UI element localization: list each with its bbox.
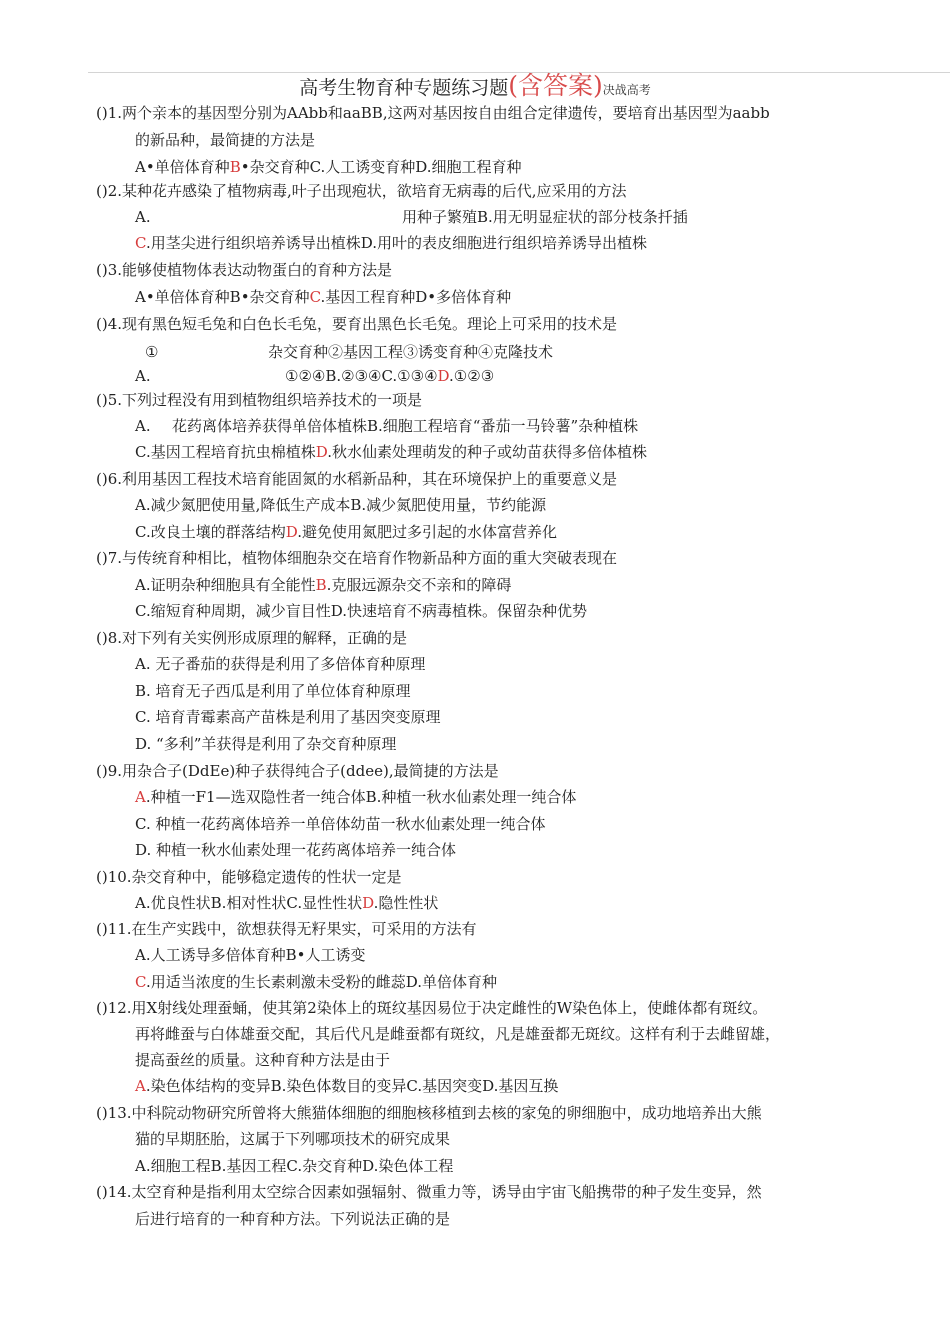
opt-text: .隐性性状 <box>373 894 439 912</box>
opt-text: A.证明杂种细胞具有全能性 <box>135 576 316 594</box>
opt-text: .避免使用氮肥过多引起的水体富营养化 <box>297 523 557 541</box>
question-4-items: 杂交育种②基因工程③诱变育种④克隆技术 <box>268 343 554 361</box>
question-13-options: A.细胞工程B.基因工程C.杂交育种D.染色体工程 <box>135 1157 454 1175</box>
question-6-option-a: A.减少氮肥使用量,降低生产成本B.减少氮肥使用量，节约能源 <box>135 496 547 514</box>
opt-text: A•单倍体育种 <box>135 158 230 176</box>
opt-text: .秋水仙素处理萌发的种子或幼苗获得多倍体植株 <box>327 443 647 461</box>
answer-mark: C <box>135 973 146 991</box>
title-tail: 决战高考 <box>602 83 651 97</box>
question-8-option-d: D. “多利”羊获得是利用了杂交育种原理 <box>135 735 397 753</box>
question-12-cont-1: 再将雌蚕与白体雄蚕交配，其后代凡是雌蚕都有斑纹，凡是雄蚕都无斑纹。这样有利于去雌留雄， <box>135 1025 781 1043</box>
question-11-option-c <box>135 972 497 992</box>
question-4-option-a: A. <box>135 367 151 385</box>
opt-text: .染色体结构的变异B.染色体数目的变异C.基因突变D.基因互换 <box>145 1077 559 1095</box>
question-8-option-a: A. 无子番茄的获得是利用了多倍体育种原理 <box>135 655 426 673</box>
question-6-option-c <box>135 522 557 542</box>
question-5: ()5.下列过程没有用到植物组织培养技术的一项是 <box>96 391 423 409</box>
answer-mark: D <box>285 523 298 541</box>
question-6: ()6.利用基因工程技术培育能固氮的水稻新品种，其在环境保护上的重要意义是 <box>96 470 618 488</box>
question-12: ()12.用X射线处理蚕蛹，使其第2染体上的斑纹基因易位于决定雌性的W染色体上，使雌体都有斑纹。 <box>96 999 768 1017</box>
question-7: ()7.与传统育种相比，植物体细胞杂交在培育作物新品种方面的重大突破表现在 <box>96 549 618 567</box>
question-4: ()4.现有黑色短毛兔和白色长毛兔，要育出黑色长毛兔。理论上可采用的技术是 <box>96 315 618 333</box>
answer-mark: A <box>135 788 146 806</box>
answer-mark: C <box>309 288 321 306</box>
question-2-option-a: A. <box>135 208 151 226</box>
question-8: ()8.对下列有关实例形成原理的解释，正确的是 <box>96 629 408 647</box>
question-13-cont: 猫的早期胚胎，这属于下列哪项技术的研究成果 <box>135 1130 451 1148</box>
opt-text: •杂交育种C.人工诱变育种D.细胞工程育种 <box>240 158 522 176</box>
question-11-option-a: A.人工诱导多倍体育种B•人工诱变 <box>135 946 366 964</box>
question-9-option-c: C. 种植一花药离体培养一单倍体幼苗一秋水仙素处理一纯合体 <box>135 815 546 833</box>
opt-text: .基因工程育种D•多倍体育种 <box>320 288 512 306</box>
question-2: ()2.某种花卉感染了植物病毒,叶子出现疱状，欲培育无病毒的后代,应采用的方法 <box>96 182 627 200</box>
question-11: ()11.在生产实践中，欲想获得无籽果实，可采用的方法有 <box>96 920 477 938</box>
opt-text: C.改良土壤的群落结构 <box>135 523 286 541</box>
opt-text: A•单倍体育种B•杂交育种 <box>135 288 310 306</box>
question-3-options <box>135 287 511 307</box>
question-4-options <box>285 366 494 386</box>
question-14: ()14.太空育种是指利用太空综合因素如强辐射、微重力等，诱导由宇宙飞船携带的种子发生变异，然 <box>96 1183 762 1201</box>
question-8-option-b: B. 培育无子西瓜是利用了单位体育种原理 <box>135 682 411 700</box>
question-5-option-a: A. <box>135 417 151 435</box>
question-9: ()9.用杂合子(DdEe)种子获得纯合子(ddee),最简捷的方法是 <box>96 762 499 780</box>
question-12-options <box>135 1076 558 1096</box>
question-1-options <box>135 157 522 177</box>
answer-mark: B <box>315 576 327 594</box>
question-5-option-a-text: 花药离体培养获得单倍体植株B.细胞工程培育“番茄一马铃薯”杂种植株 <box>172 417 639 435</box>
question-7-option-c: C.缩短育种周期，减少盲目性D.快速培育不病毒植株。保留杂种优势 <box>135 602 587 620</box>
title-answer-note: (含答案) <box>508 71 603 100</box>
question-10-options <box>135 893 438 913</box>
opt-text: .克服远源杂交不亲和的障碍 <box>326 576 512 594</box>
question-2-option-a-text: 用种子繁殖B.用无明显症状的部分枝条扦插 <box>402 208 688 226</box>
answer-mark: D <box>437 367 450 385</box>
question-5-option-c <box>135 442 647 462</box>
title-main: 高考生物育种专题练习题 <box>299 77 509 99</box>
question-1: ()1.两个亲本的基因型分别为AAbb和aaBB,这两对基因按自由组合定律遗传，要培育出基因型为aabb <box>96 104 770 122</box>
answer-mark: A <box>135 1077 146 1095</box>
opt-text: C.基因工程培育抗虫棉植株 <box>135 443 316 461</box>
page-title <box>0 66 950 102</box>
question-12-cont-2: 提高蚕丝的质量。这种育种方法是由于 <box>135 1051 391 1069</box>
opt-text: .①②③ <box>449 367 495 385</box>
question-7-option-a <box>135 575 511 595</box>
opt-text: ①②④B.②③④C.①③④ <box>285 367 438 385</box>
question-9-option-d: D. 种植一秋水仙素处理一花药离体培养一纯合体 <box>135 841 457 859</box>
question-2-option-c <box>135 233 647 253</box>
question-8-option-c: C. 培育青霉素高产苗株是利用了基因突变原理 <box>135 708 441 726</box>
opt-text: .用茎尖进行组织培养诱导出植株D.用叶的表皮细胞进行组织培养诱导出植株 <box>145 234 647 252</box>
question-14-cont: 后进行培育的一种育种方法。下列说法正确的是 <box>135 1210 451 1228</box>
question-10: ()10.杂交育种中，能够稳定遗传的性状一定是 <box>96 868 402 886</box>
question-4-marker: ① <box>145 343 159 361</box>
opt-text: .用适当浓度的生长素刺激未受粉的雌蕊D.单倍体育种 <box>145 973 497 991</box>
question-3: ()3.能够使植物体表达动物蛋白的育种方法是 <box>96 261 393 279</box>
question-1-cont: 的新品种，最简捷的方法是 <box>135 131 316 149</box>
answer-mark: B <box>229 158 241 176</box>
answer-mark: C <box>135 234 146 252</box>
question-9-option-a <box>135 787 576 807</box>
answer-mark: D <box>362 894 374 912</box>
opt-text: A.优良性状B.相对性状C.显性性状 <box>135 894 363 912</box>
opt-text: .种植一F1—选双隐性者一纯合体B.种植一秋水仙素处理一纯合体 <box>145 788 577 806</box>
answer-mark: D <box>315 443 328 461</box>
question-13: ()13.中科院动物研究所曾将大熊猫体细胞的细胞核移植到去核的家兔的卵细胞中，成功地培养出大熊 <box>96 1104 762 1122</box>
